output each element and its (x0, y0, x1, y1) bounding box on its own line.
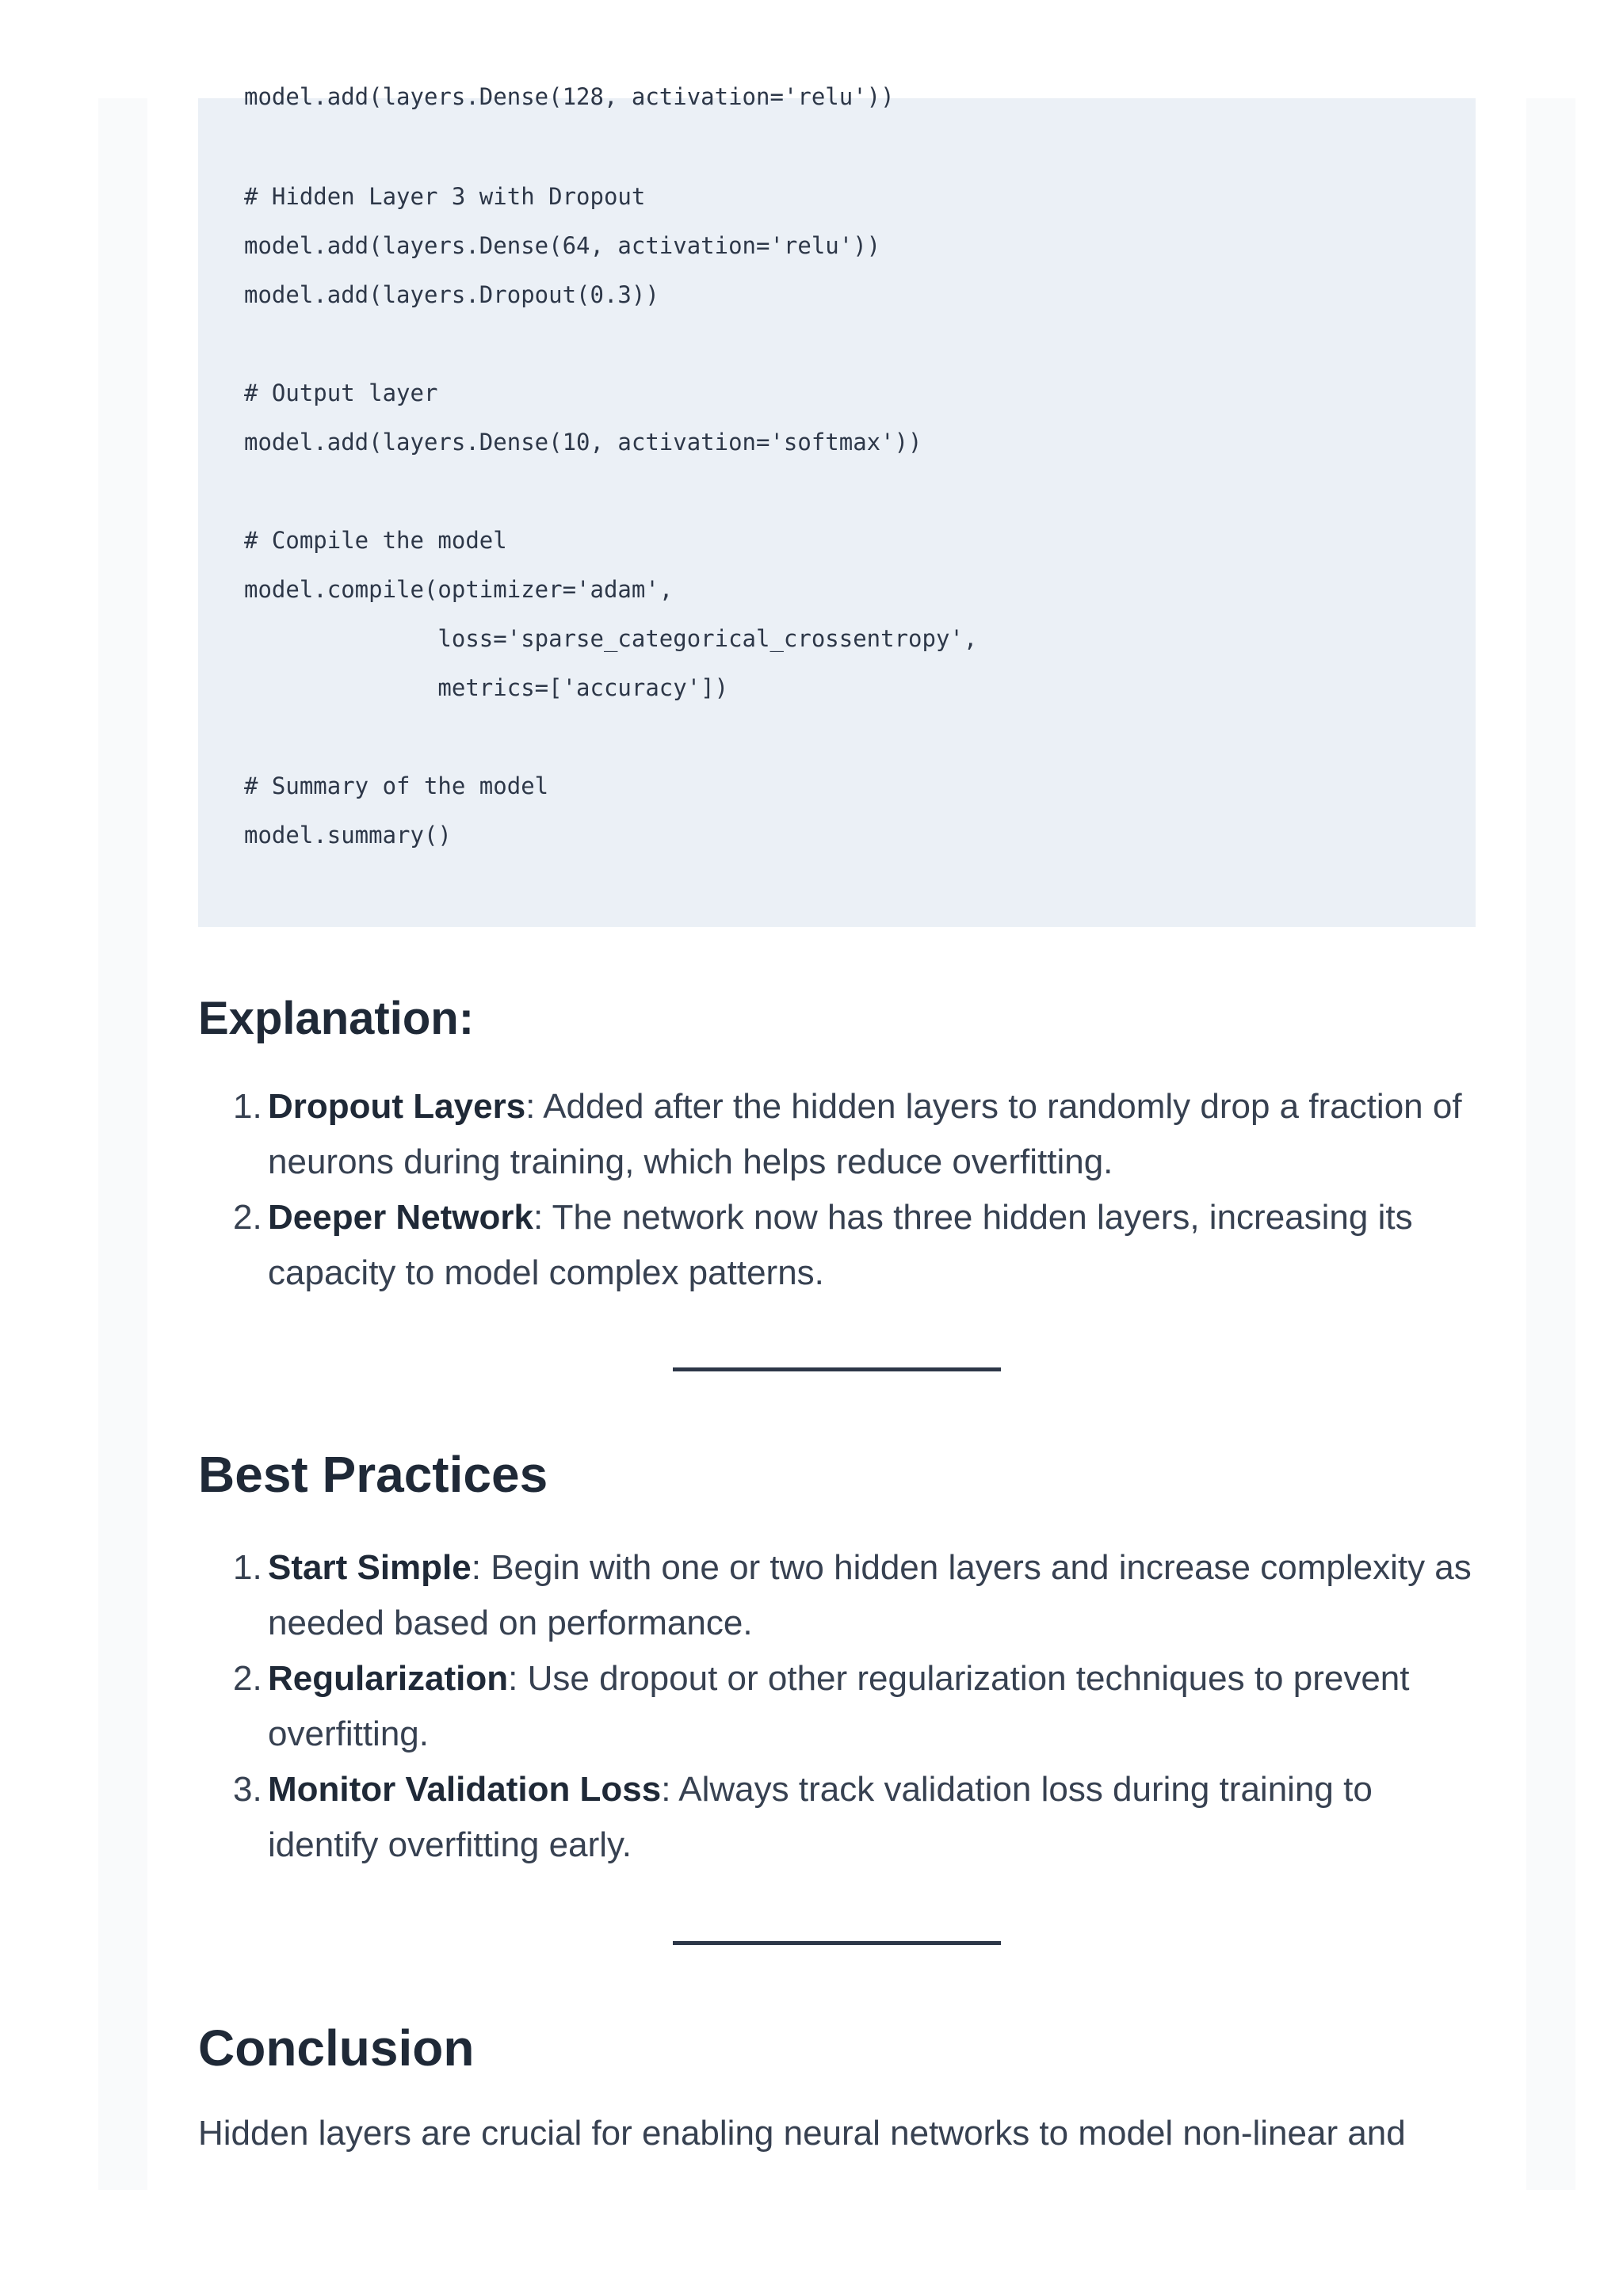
code-line: # Summary of the model (244, 772, 549, 799)
list-text: : Added after the hidden layers to randomly drop a fraction of (525, 1087, 1462, 1126)
list-text-continued: identify overfitting early. (268, 1825, 632, 1864)
list-item (198, 1079, 1482, 1190)
code-line: model.add(layers.Dense(10, activation='softmax')) (244, 429, 922, 456)
code-line: loss='sparse_categorical_crossentropy', (244, 625, 978, 652)
list-term: Regularization (268, 1659, 509, 1698)
list-term: Monitor Validation Loss (268, 1770, 662, 1809)
list-text-continued: overfitting. (268, 1714, 429, 1753)
code-line: model.summary() (244, 822, 452, 849)
list-number: 2. (233, 1198, 262, 1237)
code-block (198, 83, 1476, 927)
code-line: # Output layer (244, 379, 438, 406)
code-line: model.add(layers.Dense(64, activation='relu')) (244, 232, 881, 259)
list-number: 2. (233, 1659, 262, 1698)
code-line: metrics=['accuracy']) (244, 674, 729, 701)
conclusion-heading: Conclusion (198, 2019, 475, 2077)
code-line: # Compile the model (244, 527, 507, 554)
list-text: : Always track validation loss during training to (661, 1770, 1373, 1809)
document-content (147, 83, 1526, 2190)
list-text: : Begin with one or two hidden layers and increase complexity as (471, 1548, 1472, 1587)
code-line: model.compile(optimizer='adam', (244, 576, 674, 603)
list-text: : The network now has three hidden layers, increasing its (533, 1198, 1413, 1237)
list-number: 3. (233, 1770, 262, 1809)
list-term: Deeper Network (268, 1198, 534, 1237)
conclusion-paragraph: Hidden layers are crucial for enabling neural networks to model non-linear and (198, 2114, 1406, 2153)
list-item (198, 1540, 1482, 1651)
code-line: model.add(layers.Dropout(0.3)) (244, 281, 659, 308)
section-divider (673, 1367, 1001, 1371)
list-text: : Use dropout or other regularization techniques to prevent (508, 1659, 1410, 1698)
list-text-continued: neurons during training, which helps reduce overfitting. (268, 1142, 1113, 1181)
best-practices-heading: Best Practices (198, 1446, 548, 1503)
list-text-continued: needed based on performance. (268, 1604, 753, 1642)
explanation-heading: Explanation: (198, 993, 475, 1044)
list-term: Dropout Layers (268, 1087, 526, 1126)
code-line: # Hidden Layer 3 with Dropout (244, 183, 646, 210)
list-text-continued: capacity to model complex patterns. (268, 1253, 824, 1292)
list-term: Start Simple (268, 1548, 472, 1587)
list-item (198, 1190, 1482, 1301)
list-item (198, 1762, 1482, 1873)
list-item (198, 1651, 1482, 1762)
list-number: 1. (233, 1087, 262, 1126)
explanation-list (198, 1079, 1482, 1301)
code-line: model.add(layers.Dense(128, activation='relu')) (244, 83, 895, 110)
list-number: 1. (233, 1548, 262, 1587)
best-practices-list (198, 1540, 1482, 1873)
section-divider (673, 1941, 1001, 1945)
